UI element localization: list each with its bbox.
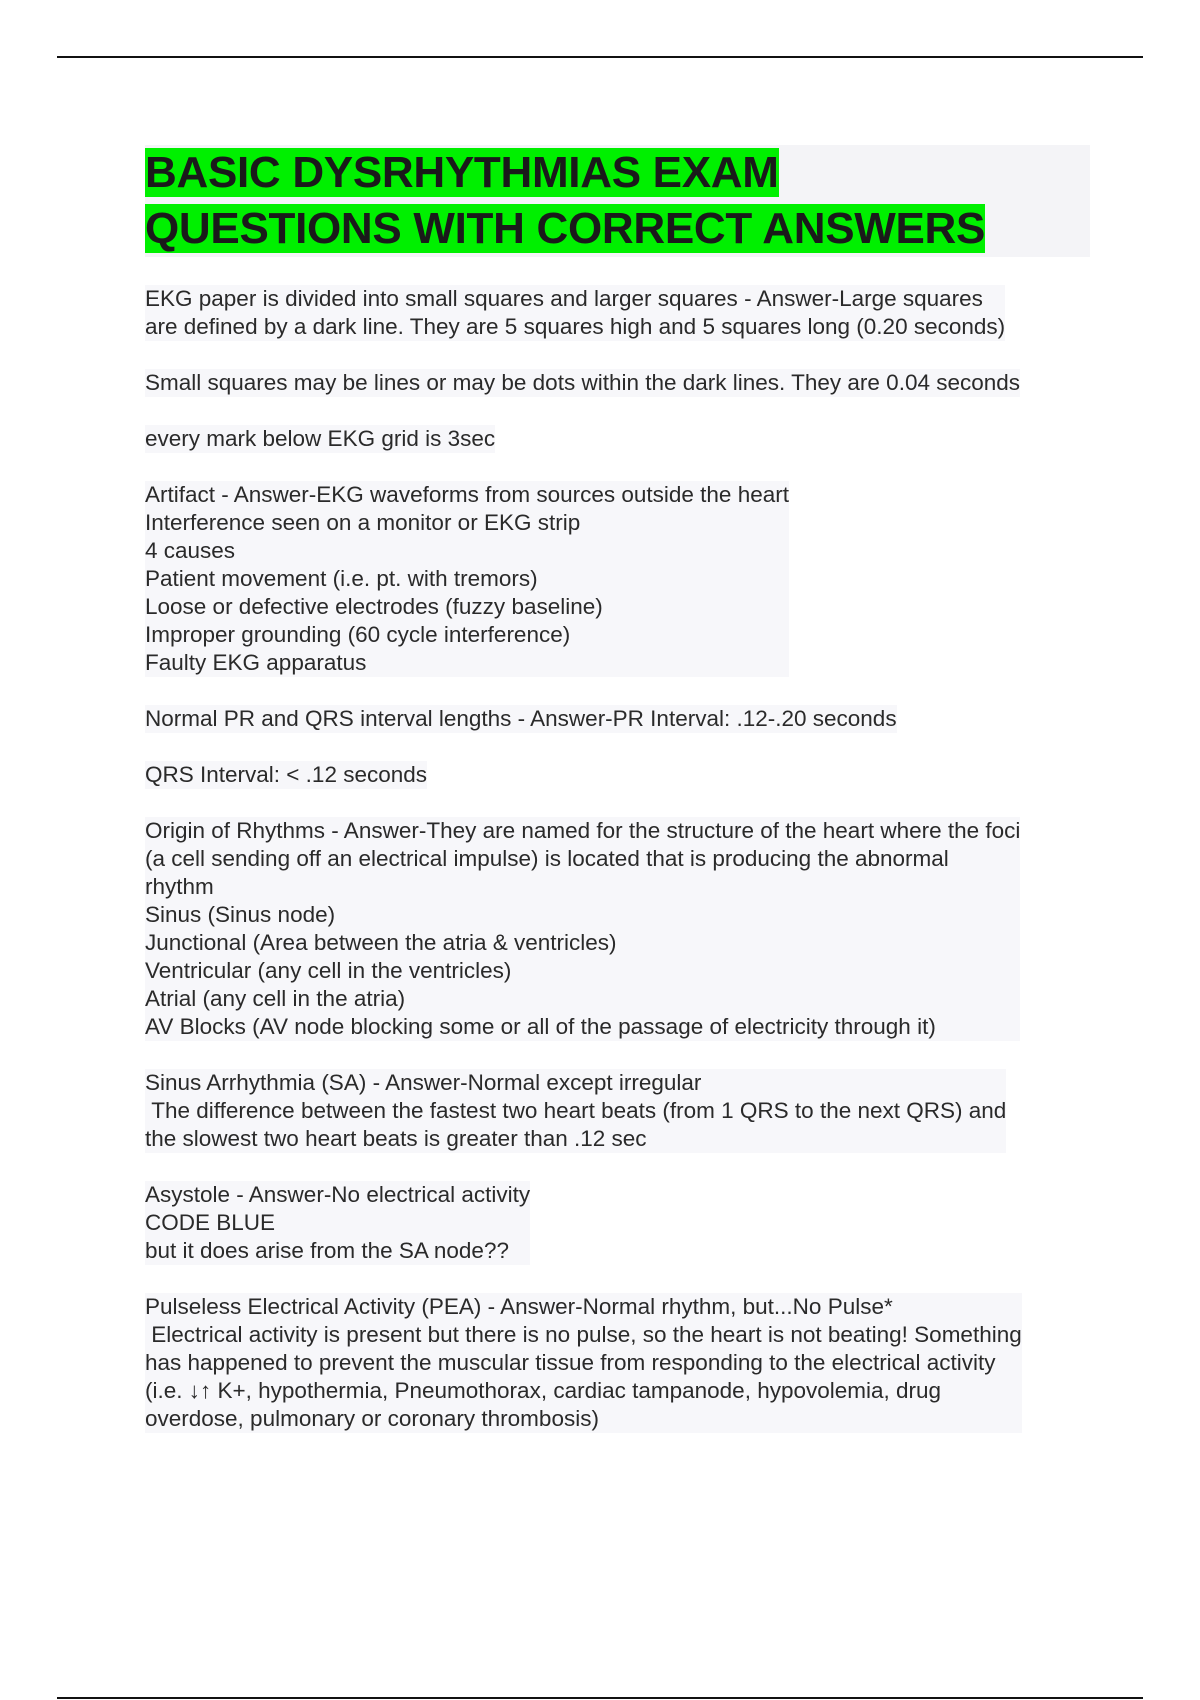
qa-block-text — [145, 1181, 530, 1265]
title-line-1: BASIC DYSRHYTHMIAS EXAM — [145, 148, 779, 197]
qa-block — [145, 761, 1090, 789]
qa-block-text — [145, 425, 495, 453]
qa-block — [145, 425, 1090, 453]
text-line: AV Blocks (AV node blocking some or all of the passage of electricity through it) — [145, 1014, 936, 1039]
text-line: Patient movement (i.e. pt. with tremors) — [145, 566, 538, 591]
qa-block-text — [145, 817, 1020, 1041]
text-line: the slowest two heart beats is greater than .12 sec — [145, 1126, 647, 1151]
top-rule — [57, 56, 1143, 58]
qa-block — [145, 817, 1090, 1041]
text-line: The difference between the fastest two heart beats (from 1 QRS to the next QRS) and — [145, 1098, 1007, 1123]
qa-block — [145, 1069, 1090, 1153]
text-line: Sinus Arrhythmia (SA) - Answer-Normal except irregular — [145, 1070, 702, 1095]
text-line: but it does arise from the SA node?? — [145, 1238, 509, 1263]
text-line: are defined by a dark line. They are 5 squares high and 5 squares long (0.20 seconds) — [145, 314, 1006, 339]
page-title — [145, 145, 1090, 257]
qa-block — [145, 481, 1090, 677]
text-line: (a cell sending off an electrical impulse) is located that is producing the abnormal — [145, 846, 949, 871]
text-line: rhythm — [145, 874, 214, 899]
title-line-2: QUESTIONS WITH CORRECT ANSWERS — [145, 204, 986, 253]
text-line: Pulseless Electrical Activity (PEA) - Answer-Normal rhythm, but...No Pulse* — [145, 1294, 893, 1319]
qa-block — [145, 1181, 1090, 1265]
text-line: Junctional (Area between the atria & ventricles) — [145, 930, 617, 955]
document-body — [145, 145, 1090, 1461]
text-line: Loose or defective electrodes (fuzzy baseline) — [145, 594, 603, 619]
text-line: EKG paper is divided into small squares and larger squares - Answer-Large squares — [145, 286, 983, 311]
qa-block — [145, 285, 1090, 341]
text-line: Interference seen on a monitor or EKG strip — [145, 510, 581, 535]
text-line: Origin of Rhythms - Answer-They are named for the structure of the heart where the foci — [145, 818, 1021, 843]
text-line: overdose, pulmonary or coronary thrombosis) — [145, 1406, 599, 1431]
qa-block — [145, 705, 1090, 733]
qa-block-text — [145, 1293, 1022, 1433]
qa-block-text — [145, 705, 897, 733]
title-block — [145, 145, 1090, 257]
text-line: Faulty EKG apparatus — [145, 650, 367, 675]
text-line: Atrial (any cell in the atria) — [145, 986, 406, 1011]
text-line: Small squares may be lines or may be dots within the dark lines. They are 0.04 seconds — [145, 370, 1021, 395]
text-line: CODE BLUE — [145, 1210, 276, 1235]
qa-block-text — [145, 481, 789, 677]
qa-block — [145, 369, 1090, 397]
text-line: Sinus (Sinus node) — [145, 902, 336, 927]
text-line: Asystole - Answer-No electrical activity — [145, 1182, 531, 1207]
text-line: Ventricular (any cell in the ventricles) — [145, 958, 512, 983]
text-line: has happened to prevent the muscular tissue from responding to the electrical activity — [145, 1350, 996, 1375]
bottom-rule — [57, 1697, 1143, 1699]
text-line: Improper grounding (60 cycle interference) — [145, 622, 571, 647]
qa-block-text — [145, 761, 427, 789]
text-line: Artifact - Answer-EKG waveforms from sources outside the heart — [145, 482, 789, 507]
text-line: Electrical activity is present but there is no pulse, so the heart is not beating! Something — [145, 1322, 1022, 1347]
text-line: (i.e. ↓↑ K+, hypothermia, Pneumothorax, cardiac tampanode, hypovolemia, drug — [145, 1378, 942, 1403]
text-line: QRS Interval: < .12 seconds — [145, 762, 428, 787]
qa-block-text — [145, 369, 1020, 397]
qa-list — [145, 285, 1090, 1433]
text-line: Normal PR and QRS interval lengths - Answer-PR Interval: .12-.20 seconds — [145, 706, 897, 731]
qa-block-text — [145, 1069, 1006, 1153]
text-line: every mark below EKG grid is 3sec — [145, 426, 496, 451]
qa-block — [145, 1293, 1090, 1433]
qa-block-text — [145, 285, 1005, 341]
text-line: 4 causes — [145, 538, 236, 563]
